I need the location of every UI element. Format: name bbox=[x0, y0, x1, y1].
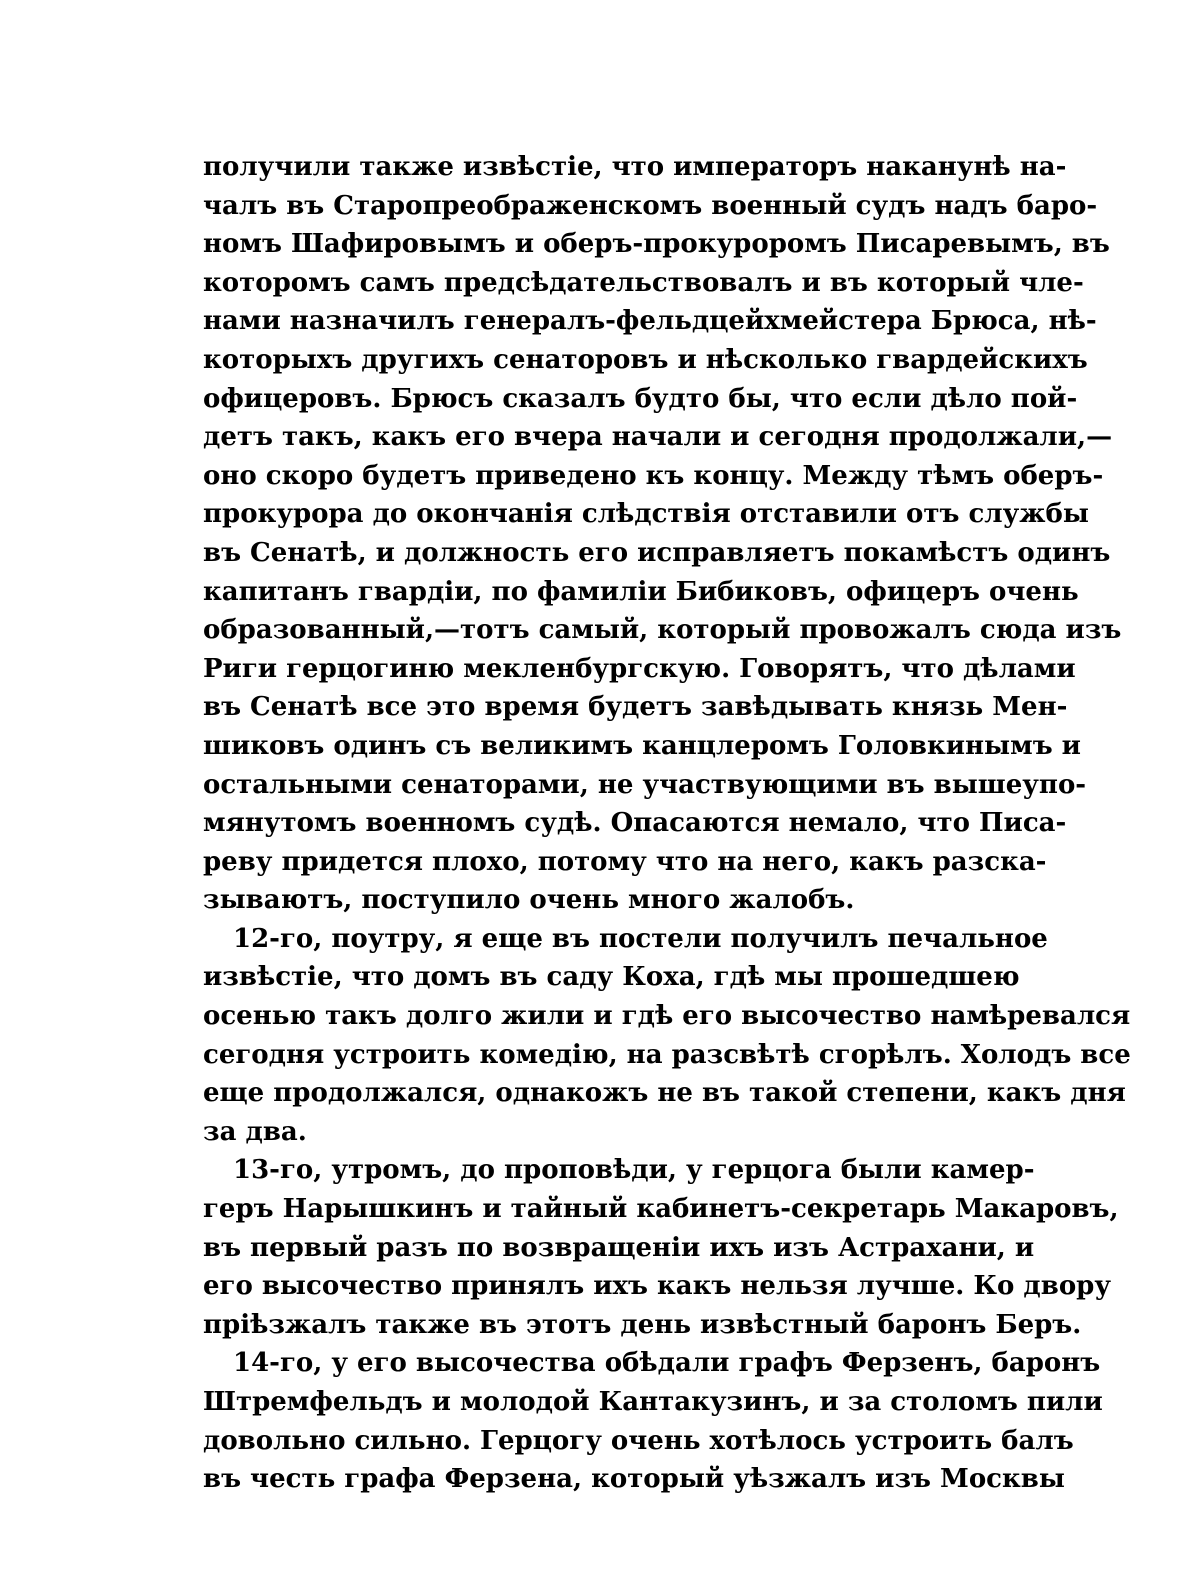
text-line: сегодня устроить комедію, на разсвѣтѣ сгорѣлъ. Холодъ все bbox=[203, 1039, 1131, 1070]
book-page bbox=[203, 148, 1131, 1499]
text-line: геръ Нарышкинъ и тайный кабинетъ-секретарь Макаровъ, bbox=[203, 1194, 1119, 1225]
text-line: 13-го, утромъ, до проповѣди, у герцога были камер- bbox=[233, 1155, 1035, 1186]
text-line: въ Сенатѣ, и должность его исправляетъ покамѣстъ одинъ bbox=[203, 537, 1111, 568]
text-line: которомъ самъ предсѣдательствовалъ и въ который чле- bbox=[203, 267, 1084, 298]
text-line: Штремфельдъ и молодой Кантакузинъ, и за столомъ пили bbox=[203, 1387, 1103, 1417]
text-line: номъ Шафировымъ и оберъ-прокуроромъ Писаревымъ, въ bbox=[203, 229, 1110, 260]
text-line: прокурора до окончанія слѣдствія отставили отъ службы bbox=[203, 499, 1089, 530]
text-line: получили также извѣстіе, что императоръ наканунѣ на- bbox=[203, 152, 1067, 182]
text-line: которыхъ другихъ сенаторовъ и нѣсколько гвардейскихъ bbox=[203, 344, 1088, 375]
text-line: 12-го, поутру, я еще въ постели получилъ печальное bbox=[233, 923, 1048, 954]
text-line: мянутомъ военномъ судѣ. Опасаются немало, что Писа- bbox=[203, 808, 1067, 839]
text-line: капитанъ гвардіи, по фамиліи Бибиковъ, офицеръ очень bbox=[203, 576, 1079, 607]
paragraph bbox=[203, 920, 1131, 1152]
text-line: еще продолжался, однакожъ не въ такой степени, какъ дня bbox=[203, 1078, 1126, 1109]
text-line: реву придется плохо, потому что на него, какъ разска- bbox=[203, 846, 1047, 877]
text-line: остальными сенаторами, не участвующими въ вышеупо- bbox=[203, 769, 1087, 800]
text-line: въ Сенатѣ все это время будетъ завѣдывать князь Мен- bbox=[203, 692, 1068, 723]
text-line: за два. bbox=[203, 1116, 307, 1147]
text-line: офицеровъ. Брюсъ сказалъ будто бы, что если дѣло пой- bbox=[203, 383, 1078, 414]
text-line: его высочество принялъ ихъ какъ нельзя лучше. Ко двору bbox=[203, 1271, 1111, 1302]
text-line: зываютъ, поступило очень много жалобъ. bbox=[203, 885, 855, 916]
paragraph bbox=[203, 148, 1122, 920]
text-line: шиковъ одинъ съ великимъ канцлеромъ Головкинымъ и bbox=[203, 730, 1081, 761]
text-line: 14-го, у его высочества обѣдали графъ Ферзенъ, баронъ bbox=[233, 1348, 1101, 1379]
text-line: въ первый разъ по возвращеніи ихъ изъ Астрахани, и bbox=[203, 1232, 1035, 1263]
text-line: чалъ въ Старопреображенскомъ военный судъ надъ баро- bbox=[203, 190, 1098, 221]
text-line: нами назначилъ генералъ-фельдцейхмейстера Брюса, нѣ- bbox=[203, 306, 1097, 337]
text-line: Риги герцогиню мекленбургскую. Говорятъ, что дѣлами bbox=[203, 653, 1076, 684]
text-line: образованный,—тотъ самый, который провожалъ сюда изъ bbox=[203, 615, 1122, 646]
paragraph bbox=[203, 1151, 1119, 1344]
text-line: пріѣзжалъ также въ этотъ день извѣстный баронъ Беръ. bbox=[203, 1309, 1082, 1340]
text-line: извѣстіе, что домъ въ саду Коха, гдѣ мы прошедшею bbox=[203, 962, 1020, 993]
text-line: детъ такъ, какъ его вчера начали и сегодня продолжали,— bbox=[203, 422, 1113, 453]
paragraph bbox=[203, 1344, 1103, 1498]
text-line: оно скоро будетъ приведено къ концу. Между тѣмъ оберъ- bbox=[203, 460, 1104, 491]
text-line: въ честь графа Ферзена, который уѣзжалъ изъ Москвы bbox=[203, 1464, 1065, 1495]
text-line: осенью такъ долго жили и гдѣ его высочество намѣревался bbox=[203, 1001, 1131, 1032]
text-line: довольно сильно. Герцогу очень хотѣлось устроить балъ bbox=[203, 1425, 1074, 1456]
